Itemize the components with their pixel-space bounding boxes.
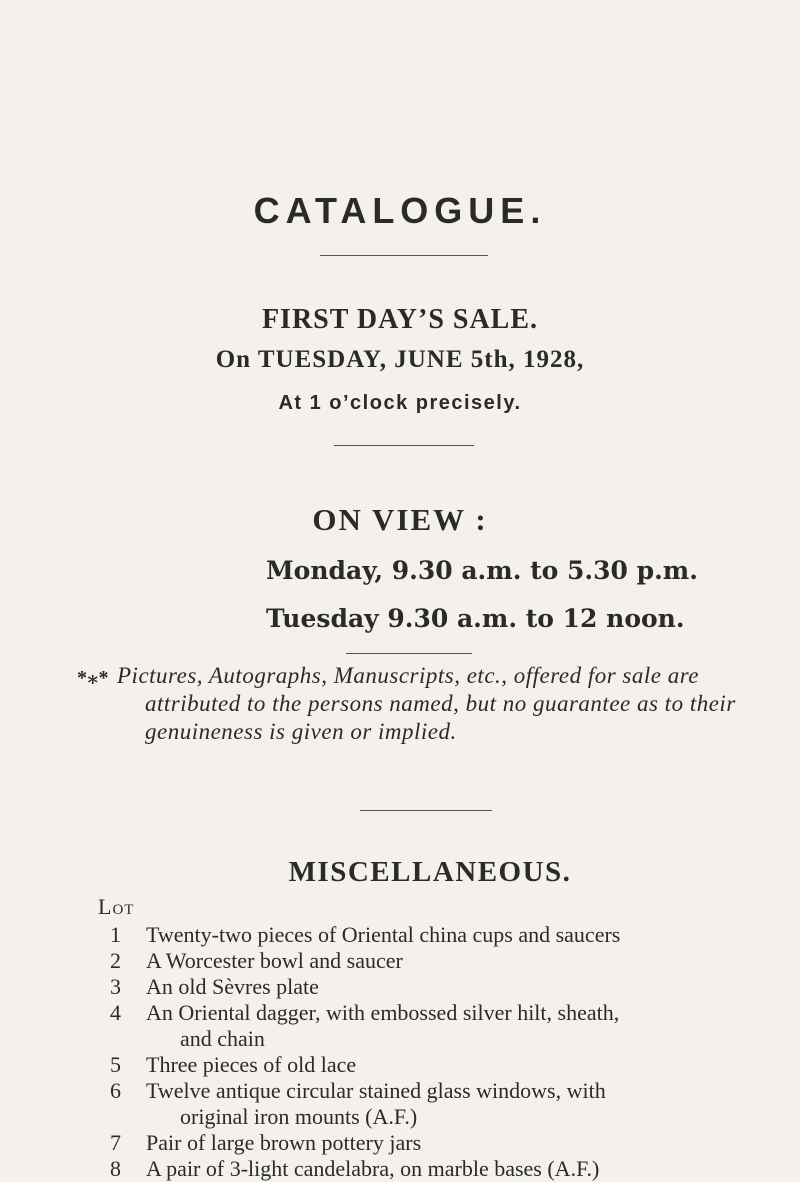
asterism-mark: *⁎* (77, 667, 109, 689)
divider (334, 445, 474, 446)
catalogue-title: CATALOGUE. (253, 190, 547, 231)
lot-description-line: A Worcester bowl and saucer (146, 948, 403, 973)
lot-description (144, 1156, 788, 1182)
lot-row (98, 1000, 788, 1052)
lot-description (144, 948, 788, 974)
lot-description-line: An Oriental dagger, with embossed silver hilt, sheath, (146, 1000, 620, 1025)
lot-description (144, 1000, 788, 1052)
lot-column-header: Lot (98, 894, 135, 919)
lot-number: 1 (110, 922, 121, 947)
lot-number: 4 (110, 1000, 121, 1025)
notice-line: attributed to the persons named, but no guarantee as to their (145, 691, 736, 716)
lot-list (98, 922, 788, 1182)
view-line-tuesday: Tuesday 9.30 a.m. to 12 noon. (266, 604, 685, 633)
lot-description-line: original iron mounts (A.F.) (180, 1104, 418, 1129)
lot-description-line: An old Sèvres plate (146, 974, 319, 999)
lot-description-line: and chain (180, 1026, 265, 1051)
lot-number: 2 (110, 948, 121, 973)
lot-number: 3 (110, 974, 121, 999)
notice-line: Pictures, Autographs, Manuscripts, etc., offered for sale are (117, 663, 700, 688)
sale-title: FIRST DAY’S SALE. (261, 304, 539, 335)
lot-description-line: Three pieces of old lace (146, 1052, 357, 1077)
lot-description (144, 1052, 788, 1078)
lot-number: 6 (110, 1078, 121, 1103)
lot-number: 8 (110, 1156, 121, 1181)
lot-description-line: Pair of large brown pottery jars (146, 1130, 422, 1155)
lot-row (98, 1052, 788, 1078)
view-line-monday: Monday, 9.30 a.m. to 5.30 p.m. (266, 556, 698, 585)
view-title: ON VIEW : (312, 502, 488, 537)
section-title: MISCELLANEOUS. (288, 856, 572, 888)
lot-description-line: A pair of 3-light candelabra, on marble bases (A.F.) (146, 1156, 600, 1181)
lot-description (144, 1130, 788, 1156)
lot-row (98, 1078, 788, 1130)
lot-description (144, 1078, 788, 1130)
lot-description-line: Twenty-two pieces of Oriental china cups and saucers (146, 922, 621, 947)
lot-row (98, 1130, 788, 1156)
divider (360, 810, 492, 811)
lot-description (144, 922, 788, 948)
lot-row (98, 922, 788, 948)
sale-date: On TUESDAY, JUNE 5th, 1928, (215, 346, 585, 373)
lot-row (98, 948, 788, 974)
divider (320, 255, 488, 256)
sale-time: At 1 o’clock precisely. (278, 392, 522, 414)
disclaimer-notice (77, 662, 777, 746)
lot-description-line: Twelve antique circular stained glass windows, with (146, 1078, 606, 1103)
lot-number: 7 (110, 1130, 121, 1155)
notice-line: genuineness is given or implied. (145, 719, 457, 744)
divider (346, 653, 472, 654)
lot-row (98, 1156, 788, 1182)
lot-row (98, 974, 788, 1000)
lot-number: 5 (110, 1052, 121, 1077)
lot-description (144, 974, 788, 1000)
